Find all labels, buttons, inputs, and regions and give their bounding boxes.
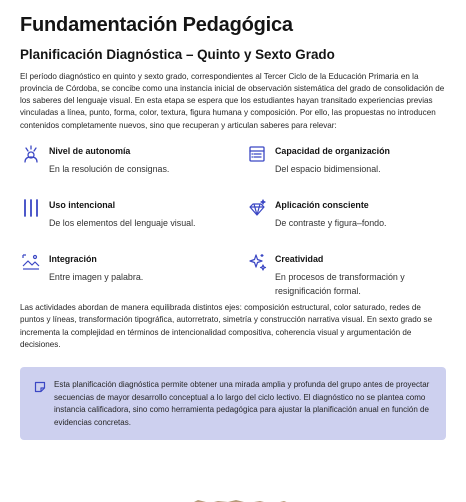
note-icon (34, 379, 48, 430)
feature-item (20, 197, 238, 241)
feature-item (246, 251, 446, 299)
feature-title: Capacidad de organización (275, 145, 390, 156)
vertical-bars-icon (20, 197, 42, 219)
layout-grid-icon (246, 143, 268, 165)
feature-item (246, 143, 446, 187)
person-bust-icon (20, 143, 42, 165)
feature-desc: Del espacio bidimensional. (275, 163, 381, 174)
decorative-artwork-image (176, 494, 294, 502)
feature-desc: De los elementos del lenguaje visual. (49, 217, 196, 228)
feature-title: Uso intencional (49, 199, 116, 210)
feature-desc: De contraste y figura–fondo. (275, 217, 387, 228)
callout-text: Esta planificación diagnóstica permite obtener una mirada amplia y profunda del grupo antes de proyectar secuencias de mayor desarrollo conceptual a lo largo del ciclo lectivo. El diagnóstico no se plantea como instancia calificadora, sino como herramienta pedagógica para ajustar la planificación anual en función de evidencias concretas. (54, 379, 430, 428)
page-title: Fundamentación Pedagógica (20, 14, 293, 36)
body-paragraph: Las actividades abordan de manera equilibrada distintos ejes: composición estructural, color saturado, redes de puntos y líneas, transformación tipográfica, autorretrato, simetría y construcción narrativa visual. En sexto grado se incrementa la complejidad en términos de intencionalidad compositiva, coherencia visual y argumentación de decisiones. (20, 303, 433, 349)
feature-desc: Entre imagen y palabra. (49, 271, 144, 282)
features-grid (20, 143, 446, 299)
sparkles-icon (246, 251, 268, 273)
image-landscape-icon (20, 251, 42, 273)
feature-item (20, 143, 238, 187)
page-subtitle: Planificación Diagnóstica – Quinto y Sexto Grado (20, 47, 335, 62)
feature-title: Nivel de autonomía (49, 145, 131, 156)
feature-title: Aplicación consciente (275, 199, 369, 210)
intro-paragraph: El período diagnóstico en quinto y sexto grado, correspondientes al Tercer Ciclo de la Educación Primaria en la provincia de Córdoba, se concibe como una instancia inicial de observación sistemática del grado de consolidación de los saberes del lenguaje visual. En esta etapa se espera que los estudiantes hayan transitado experiencias previas vinculadas a línea, punto, forma, color, textura, figura humana y composición. Por ello, las propuestas no introducen contenidos completamente nuevos, sino que recuperan y articulan saberes para relevar: (20, 72, 445, 130)
feature-title: Creatividad (275, 253, 324, 264)
info-callout (20, 367, 446, 440)
feature-title: Integración (49, 253, 97, 264)
diamond-sparkle-icon (246, 197, 268, 219)
feature-item (20, 251, 238, 299)
feature-desc: En procesos de transformación y resignificación formal. (275, 271, 405, 296)
feature-desc: En la resolución de consignas. (49, 163, 170, 174)
feature-item (246, 197, 446, 241)
